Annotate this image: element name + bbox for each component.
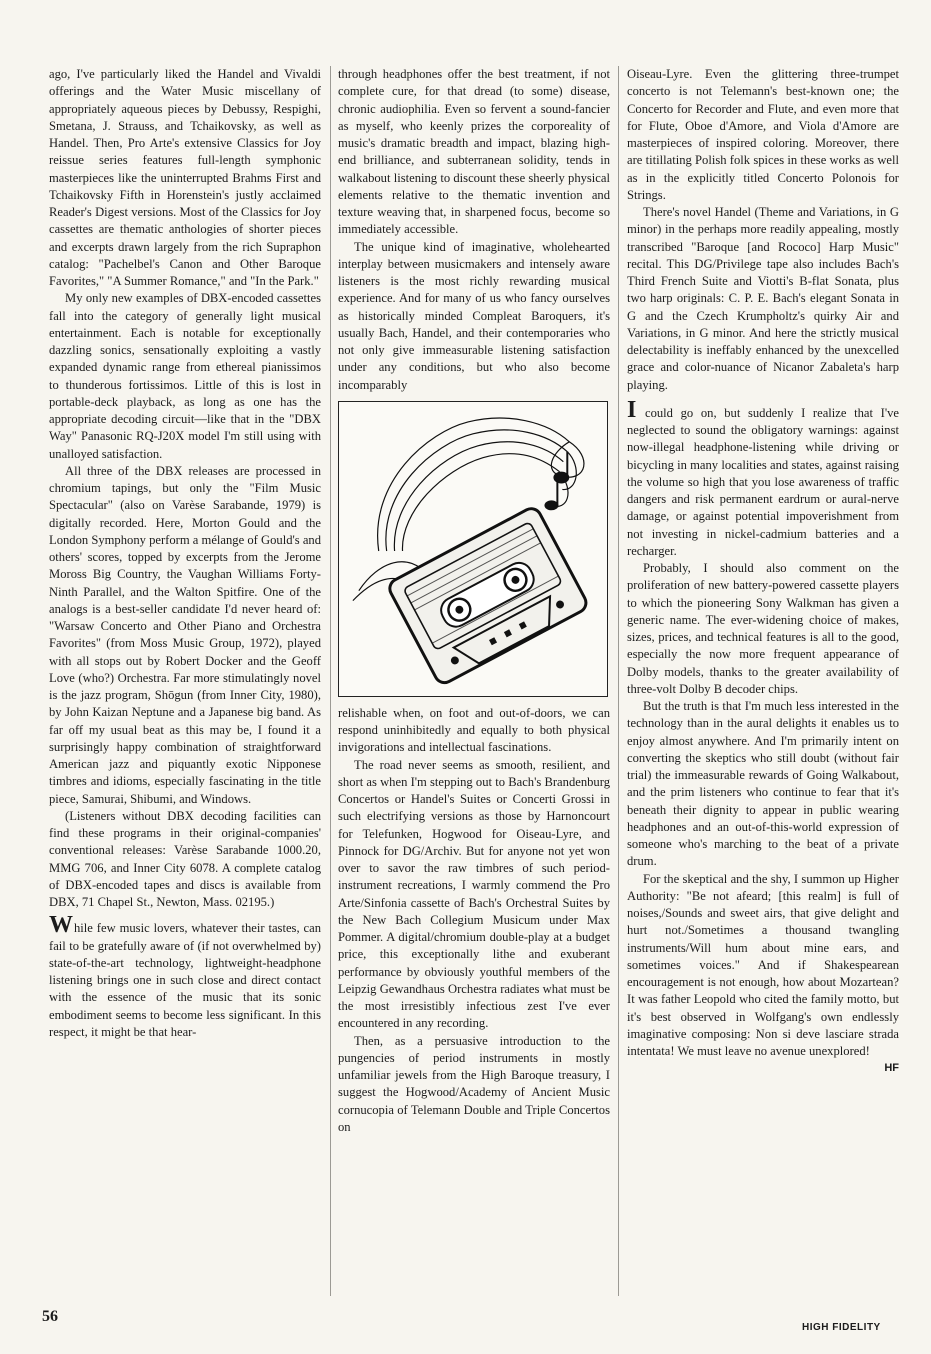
drop-cap: I [627,396,637,423]
paragraph [627,871,899,1075]
paragraph: My only new examples of DBX-encoded cassettes fall into the category of generally light musical entertainment. Each is notable for exceptionally dazzling sonics, sensationally exploiting a vastly expanded dynamic range from ethereal pianissimos to thunderous fortissimos. Little of this is lost in portable-deck playback, as long as one has the appropriate decoding circuit—like that in the "DBX Way" Panasonic RQ-J20X model I'm still using with unalloyed satisfaction. [49,291,321,461]
column-rule-left [330,66,331,1296]
paragraph: There's novel Handel (Theme and Variations, in G minor) in the perhaps more readily appealing, mostly transcribed "Baroque [and Rococo] Harp Music" recital. This DG/Privilege tape also includes Bach's Third French Suite and Viotti's B-flat Sonata, plus two harp originals: C. P. E. Bach's elegant Sonata in G and the Czech Krumpholtz's quirky Air and Variations, in G minor. And here the strictly musical delectability is ineffably enhanced by the unexcelled grace and color-nuance of Nicanor Zabaleta's harp playing. [627,205,899,392]
paragraph-text: could go on, but suddenly I realize that I've neglected to sound the obligatory warnings: against now-illegal headphone-listening while driving or bicycling in many localities and states, against raising the volume so high that you lose awareness of traffic dangers and risk permanent eardrum or aural-nerve damage, or against potential impoverishment from not investing in nickel-cadmium batteries and a recharger. [627,405,899,558]
column-2 [338,66,610,1136]
page-number: 56 [42,1308,58,1325]
cassette-illustration [338,401,608,697]
column-3 [627,66,899,1078]
running-footer: HIGH FIDELITY [802,1322,881,1333]
paragraph: Then, as a persuasive introduction to the pungencies of period instruments in mostly unfamiliar jewels from the High Baroque treasury, I suggest the Hogwood/Academy of Ancient Music cornucopia of Telemann Double and Triple Concertos on [338,1033,610,1134]
paragraph: relishable when, on foot and out-of-doors, we can respond uninhibitedly and equally to both physical invigorations and intellectual fascinations. [338,705,610,755]
paragraph-text: For the skeptical and the shy, I summon up Higher Authority: "Be not afeard; [this realm] is full of noises,/Sounds and sweet airs, that give delight and hurt not./Sometimes a thousand twangling instruments/Will hum about mine ears, and sometimes voices." And if Shakespearean encouragement is not enough, how about Mozartean? It was father Leopold who cited the family motto, but it's best observed in Wolfgang's own endlessly imaginative composing: Non si deve lasciare strada intentata! We must leave no avenue unexplored! [627,871,899,1058]
paragraph-text: hile few music lovers, whatever their tastes, can fail to be gratefully aware of (if not overwhelmed by) state-of-the-art technology, lightweight-headphone listening brings one in such close and direct contact with the essence of the music that its sonic embodiment seems to become less significant. In this respect, it might be that hear- [49,921,321,1039]
paragraph: But the truth is that I'm much less interested in the technology than in the aural delights it enables us to enjoy almost anywhere. And I'm primarily intent on converting the skeptics who still doubt (without fair trial) the immeasurable rewards of Going Walkabout, and the prim listeners who continue to fear that it's beneath their dignity to appear in public wearing headphones and an out-of-this-world expression of someone who's marching to the beat of a private drum. [627,699,899,869]
paragraph: ago, I've particularly liked the Handel and Vivaldi offerings and the Water Music miscellany of appropriately aqueous pieces by Debussy, Respighi, Smetana, J. Strauss, and Tchaikovsky, as well as Handel. Then, Pro Arte's extensive Classics for Joy reissue series features full-length symphonic masterpieces like the uninterrupted Brahms First and Tchaikovsky Fifth in Horenstein's justly acclaimed Reader's Digest versions. Most of the Classics for Joy cassettes are thematic anthologies of shorter pieces and excerpts drawn largely from the rich Supraphon catalog: "Pachelbel's Canon and Other Baroque Favorites," "A Summer Romance," and "In the Park." [49,67,321,288]
paragraph: (Listeners without DBX decoding facilities can find these programs in their original-companies' conventional releases: Varèse Sarabande 1000.20, MMG 706, and Inner City 6078. A complete catalog of DBX-encoded tapes and discs is available from DBX, 71 Chapel St., Newton, Mass. 02195.) [49,808,321,909]
paragraph: All three of the DBX releases are processed in chromium tapings, but only the "Film Music Spectacular" (also on Varèse Sarabande, 1979) is digitally recorded. Here, Morton Gould and the London Symphony perform a mélange of Gould's and others' scores, topped by excerpts from the Jerome Moross Big Country, the Vaughan Williams Forty-Ninth Parallel, and the Walton Spitfire. One of the analogs is a best-seller candidate I'd never heard of: "Warsaw Concerto and Other Piano and Orchestra Favorites" (from Moss Music Group, 1972), played with all stops out by Robert Docker and the Geoff Love (who?) Orchestra. Far more stimulatingly novel is the jazz program, Shōgun (from Inner City, 1980), by John Kaizan Neptune and a Japanese big band. As far off my usual beat as this may be, I found it a surprisingly happy combination of straightforward American jazz and piquantly exotic Nipponese timbres and idioms, especially fascinating in the title piece, Samurai, Shibumi, and Windows. [49,463,321,806]
paragraph-dropcap [49,912,321,1041]
column-1 [49,66,321,1041]
cassette-drawing [339,402,607,696]
paragraph: The unique kind of imaginative, wholehearted interplay between musicmakers and intensely aware listeners is the most richly rewarding musical experience. And for many of us who fancy ourselves as historically minded Compleat Baroquers, it's usually Bach, Handel, and their contemporaries who not only give immeasurable listening satisfaction under any conditions, but who also become incomparably [338,239,610,392]
paragraph: The road never seems as smooth, resilient, and short as when I'm stepping out to Bach's Brandenburg Concertos or Handel's Suites or Concerti Grossi in such electrifying versions as those by Harnoncourt for Telefunken, Hogwood for Oiseau-Lyre, and Pinnock for DG/Archiv. But for anyone not yet won over to savor the raw timbres of such period-instrument recreations, I warmly commend the Pro Arte/Sinfonia cassette of Bach's Orchestral Suites by the New Bach Collegium Musicum under Max Pommer. A digital/chromium double-play at a budget price, this exceptionally lithe and exuberant performance by obviously youthful members of the Leipzig Gewandhaus Orchestra radiates what must be the most irresistibly infectious zest I've ever encountered in any recording. [338,757,610,1031]
paragraph-dropcap [627,396,899,560]
paragraph: through headphones offer the best treatment, if not complete cure, for that dread (to some) disease, chronic audiophilia. Even so fervent a sound-fancier as myself, who keenly prizes the corporeality of music's dramatic breadth and impact, blazing high-end brilliance, and subterranean solidity, tends in walkabout listening to discount these sheerly physical elements relative to the thematic invention and texture weaving that, in sharpened focus, become so immediately accessible. [338,67,610,237]
paragraph: Oiseau-Lyre. Even the glittering three-trumpet concerto is not Telemann's best-known one; the Concerto for Recorder and Flute, and even more that for Flute, Oboe d'Amore, and Viola d'Amore are masterpieces of inspired coloring. Moreover, there are titillating Polish folk spices in these works as well as in the explicitly titled Concerto Polonois for Strings. [627,67,899,202]
drop-cap: W [49,912,73,939]
paragraph: Probably, I should also comment on the proliferation of new battery-powered cassette players to which the pioneering Sony Walkman has given a generic name. The ever-widening choice of makes, sizes, prices, and technical features is all to the good, especially the now more frequent appearance of Dolby models, thanks to the greater availability of three-volt Dolby B decoder chips. [627,561,899,696]
end-mark: HF [884,1062,899,1075]
column-rule-right [618,66,619,1296]
